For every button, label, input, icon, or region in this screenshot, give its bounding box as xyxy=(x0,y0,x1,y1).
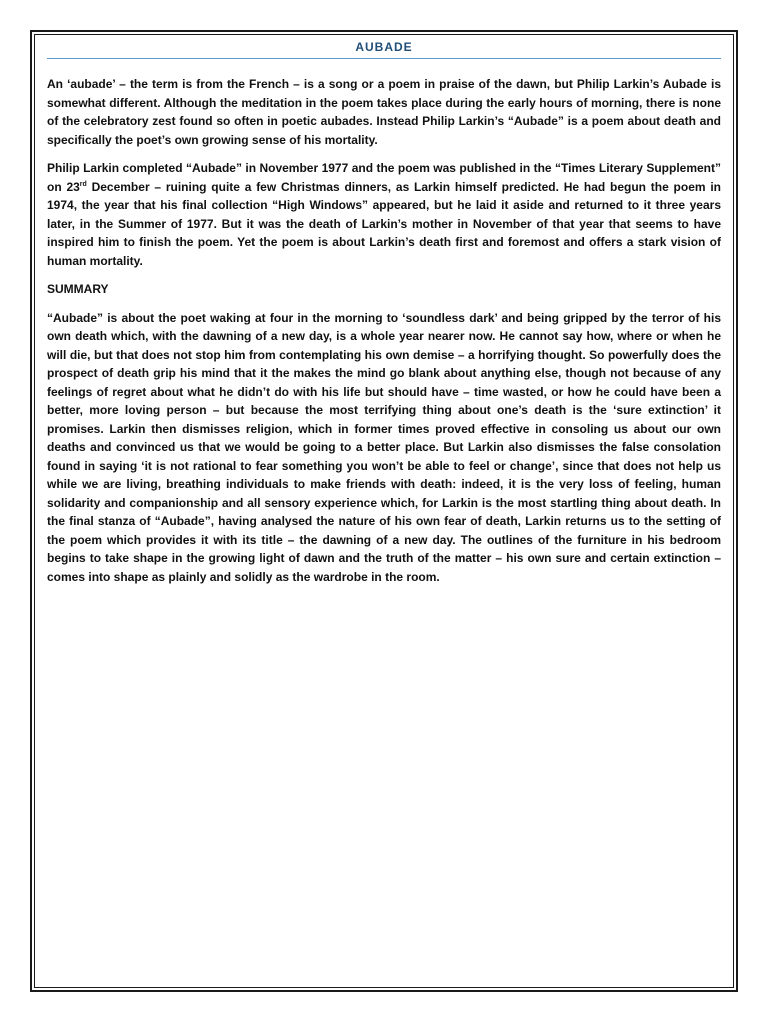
summary-heading: SUMMARY xyxy=(47,282,109,296)
document-title: AUBADE xyxy=(47,40,721,59)
intro-paragraph: An ‘aubade’ – the term is from the French – is a song or a poem in praise of the dawn, but Philip Larkin’s Aubade is somewhat different. Although the meditation in the poem takes place during the early hours of morning, there is none of the celebratory zest found so often in poetic aubades. Instead Philip Larkin’s “Aubade” is a poem about death and specifically the poet’s own growing sense of his mortality. xyxy=(47,77,721,147)
summary-paragraph: “Aubade” is about the poet waking at four in the morning to ‘soundless dark’ and being gripped by the terror of his own death which, with the dawning of a new day, is a whole year nearer now. He cannot say how, where or when he will die, but that does not stop him from contemplating his own demise – a horrifying thought. So powerfully does the prospect of death grip his mind that it the makes the mind go blank about anything else, though not because of any feelings of regret about what he didn’t do with his life but should have – time wasted, or how he could have been a better, more loving person – but because the most terrifying thing about one’s death is the ‘sure extinction’ it promises. Larkin then dismisses religion, which in former times proved effective in consoling us about our own deaths and convinced us that we would be going to a better place. But Larkin also dismisses the false consolation found in saying ‘it is not rational to fear something you won’t be able to feel or change’, since that does not help us while we are living, breathing individuals to make friends with death: indeed, it is the very loss of feeling, human solidarity and companionship and all sensory experience which, for Larkin is the most startling thing about death. In the final stanza of “Aubade”, having analysed the nature of his own fear of death, Larkin returns us to the setting of the poem which provides it with its title – the dawning of a new day. The outlines of the furniture in his bedroom begins to take shape in the growing light of dawn and the truth of the matter – his own sure and certain extinction – comes into shape as plainly and solidly as the wardrobe in the room. xyxy=(47,310,721,584)
document-body xyxy=(47,40,721,596)
history-text-part-1: Philip Larkin completed “Aubade” in November 1977 and the poem was published in the “Times Literary Supplement” on 23 xyxy=(47,161,721,194)
history-paragraph xyxy=(47,159,721,270)
date-ordinal-superscript: rd xyxy=(79,180,87,188)
history-text-part-2: December – ruining quite a few Christmas dinners, as Larkin himself predicted. He had begun the poem in 1974, the year that his final collection “High Windows” appeared, but he laid it aside and returned to it three years later, in the Summer of 1977. But it was the death of Larkin’s mother in November of that year that seems to have inspired him to finish the poem. Yet the poem is about Larkin’s death first and foremost and offers a stark vision of human mortality. xyxy=(47,179,721,268)
